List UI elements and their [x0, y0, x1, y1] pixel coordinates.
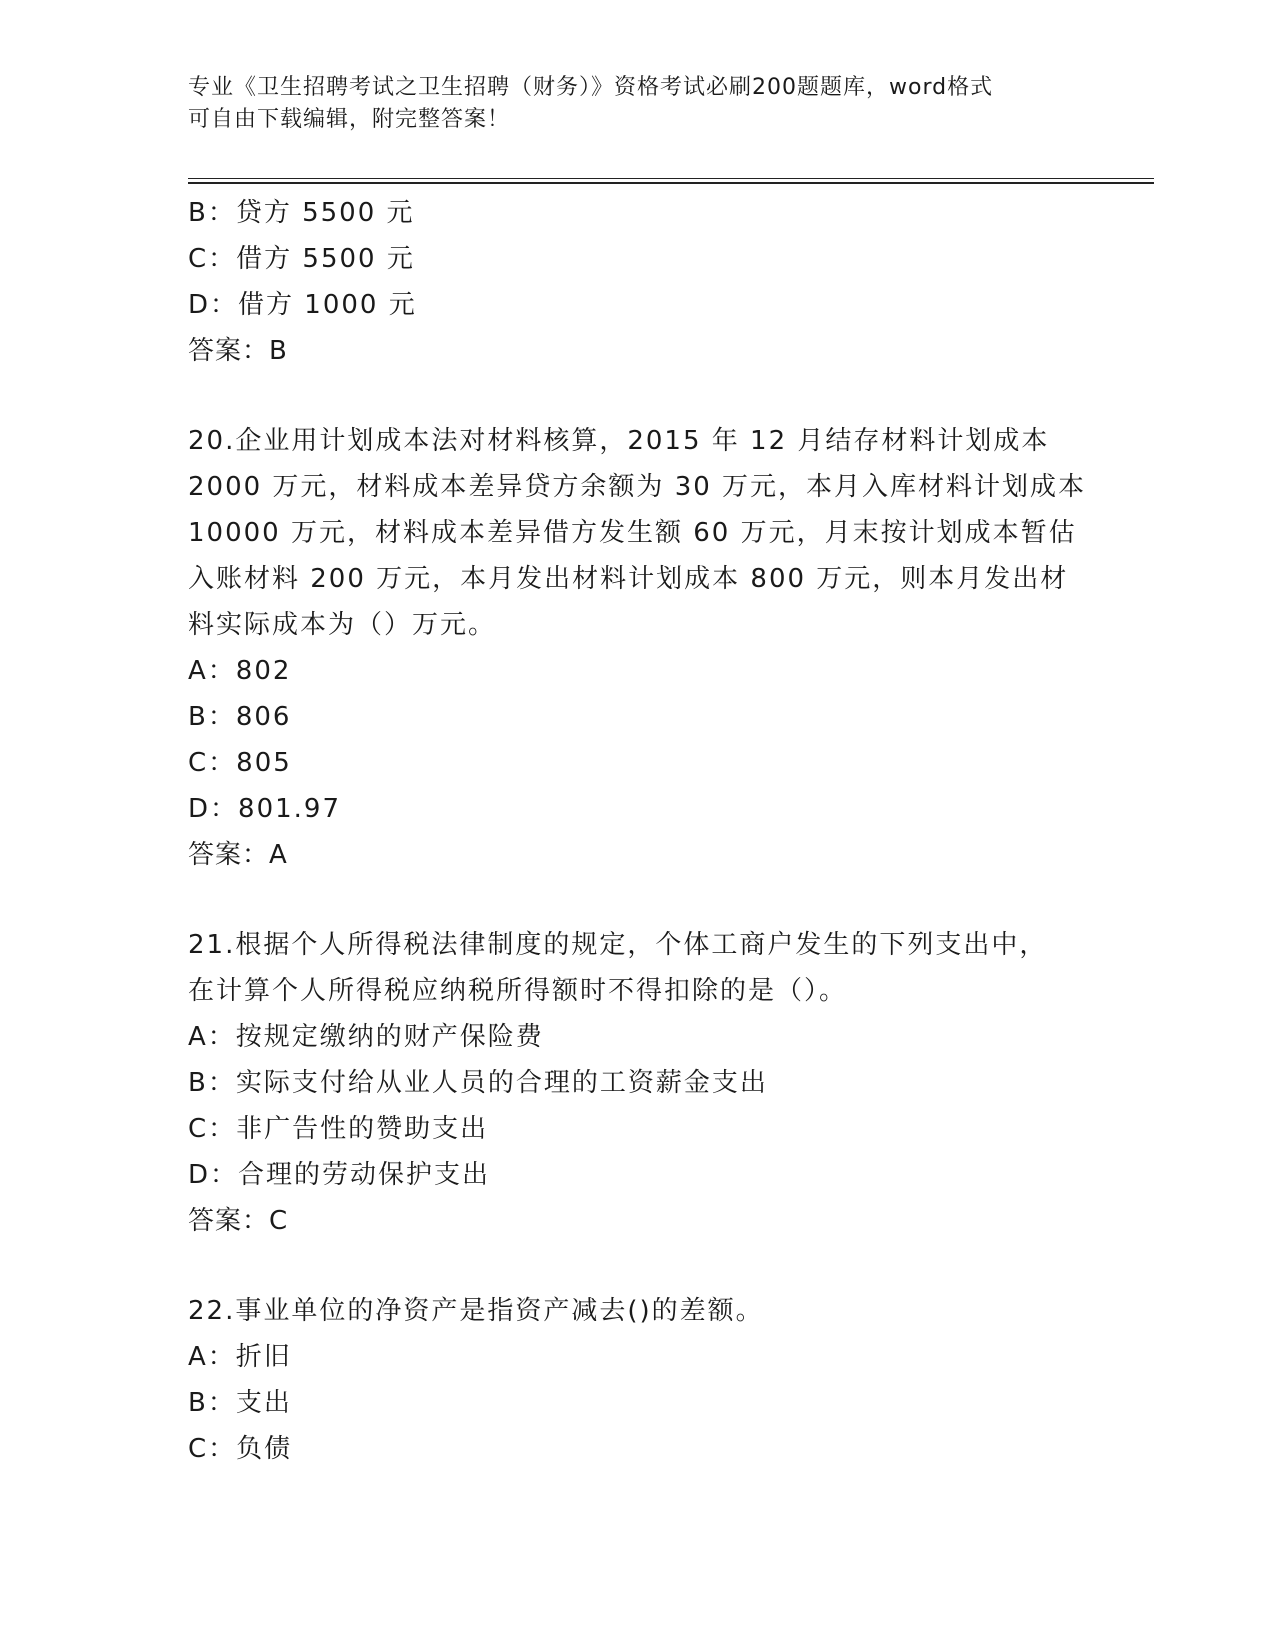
option-a: A：折旧: [188, 1342, 292, 1372]
option-b: B：实际支付给从业人员的合理的工资薪金支出: [188, 1068, 768, 1098]
option-c: C：借方 5500 元: [188, 244, 415, 274]
answer-line: 答案：B: [188, 336, 288, 366]
option-b: B：支出: [188, 1388, 292, 1418]
header-divider-thin: [188, 178, 1154, 179]
question-20-line-5: 料实际成本为（）万元。: [188, 610, 497, 640]
answer-line: 答案：C: [188, 1206, 289, 1236]
option-a: A：802: [188, 656, 292, 686]
question-20-line-4: 入账材料 200 万元，本月发出材料计划成本 800 万元，则本月发出材: [188, 564, 1069, 594]
document-body: [188, 190, 1088, 1472]
header-divider-thick: [188, 182, 1154, 184]
option-c: C：非广告性的赞助支出: [188, 1114, 489, 1144]
question-19-continuation: [188, 190, 1088, 374]
option-d: D：合理的劳动保护支出: [188, 1160, 491, 1190]
question-20-line-3: 10000 万元，材料成本差异借方发生额 60 万元，月末按计划成本暂估: [188, 518, 1077, 548]
header-line-1: 专业《卫生招聘考试之卫生招聘（财务）》资格考试必刷200题题库，word格式: [188, 75, 994, 100]
option-a: A：按规定缴纳的财产保险费: [188, 1022, 544, 1052]
question-22: [188, 1288, 1088, 1472]
option-d: D：借方 1000 元: [188, 290, 417, 320]
question-22-line-1: 22.事业单位的净资产是指资产减去()的差额。: [188, 1296, 764, 1326]
question-21-line-1: 21.根据个人所得税法律制度的规定，个体工商户发生的下列支出中，: [188, 930, 1048, 960]
option-b: B：贷方 5500 元: [188, 198, 415, 228]
question-21-line-2: 在计算个人所得税应纳税所得额时不得扣除的是（）。: [188, 976, 848, 1006]
option-d: D：801.97: [188, 794, 341, 824]
answer-line: 答案：A: [188, 840, 288, 870]
question-20: [188, 418, 1088, 878]
question-21: [188, 922, 1088, 1244]
document-header: [188, 72, 1088, 136]
option-c: C：805: [188, 748, 292, 778]
question-20-line-1: 20.企业用计划成本法对材料核算，2015 年 12 月结存材料计划成本: [188, 426, 1050, 456]
option-b: B：806: [188, 702, 292, 732]
question-20-line-2: 2000 万元，材料成本差异贷方余额为 30 万元，本月入库材料计划成本: [188, 472, 1087, 502]
header-line-2: 可自由下载编辑，附完整答案！: [188, 107, 511, 132]
option-c: C：负债: [188, 1434, 293, 1464]
